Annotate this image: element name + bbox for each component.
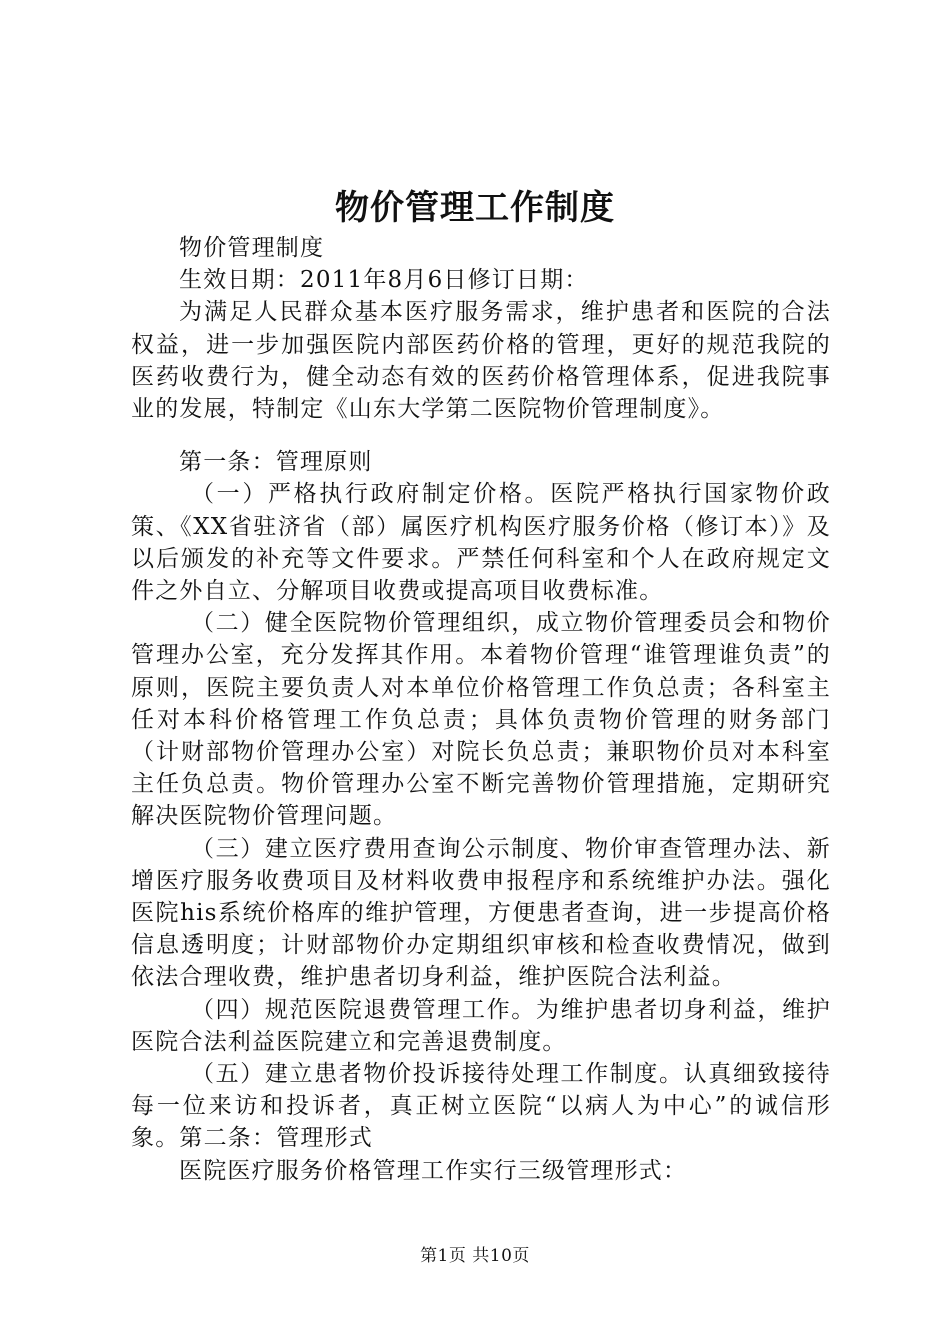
paragraph-clause-1: （一）严格执行政府制定价格。医院严格执行国家物价政策、《XX省驻济省（部）属医疗机构医疗服务价格（修订本）》及以后颁发的补充等文件要求。严禁任何科室和个人在政府规定文件之外自立、分解项目收费或提高项目收费标准。 — [131, 481, 831, 605]
paragraph-article-1-heading: 第一条：管理原则 — [179, 449, 373, 476]
paragraph-clause-2: （二）健全医院物价管理组织，成立物价管理委员会和物价管理办公室，充分发挥其作用。本着物价管理“谁管理谁负责”的原则，医院主要负责人对本单位价格管理工作负总责；各科室主任对本科价格管理工作负总责；具体负责物价管理的财务部门（计财部物价管理办公室）对院长负总责；兼职物价员对本科室主任负总责。物价管理办公室不断完善物价管理措施，定期研究解决医院物价管理问题。 — [131, 610, 831, 830]
document-title: 物价管理工作制度 — [335, 188, 615, 228]
paragraph-preamble: 为满足人民群众基本医疗服务需求，维护患者和医院的合法权益，进一步加强医院内部医药价格的管理，更好的规范我院的医药收费行为，健全动态有效的医药价格管理体系，促进我院事业的发展，特制定《山东大学第二医院物价管理制度》。 — [131, 299, 831, 423]
paragraph-subtitle: 物价管理制度 — [179, 235, 325, 261]
document-body — [131, 232, 831, 1187]
paragraph-effective-date: 生效日期：2011年8月6日修订日期： — [179, 267, 589, 294]
page-number-footer: 第1页 共10页 — [420, 1246, 530, 1266]
paragraph-clause-5: （五）建立患者物价投诉接待处理工作制度。认真细致接待每一位来访和投诉者，真正树立医院“以病人为中心”的诚信形象。第二条：管理形式 — [131, 1061, 831, 1152]
paragraph-clause-3: （三）建立医疗费用查询公示制度、物价审查管理办法、新增医疗服务收费项目及材料收费申报程序和系统维护办法。强化医院his系统价格库的维护管理，方便患者查询，进一步提高价格信息透明度；计财部物价办定期组织审核和检查收费情况，做到依法合理收费，维护患者切身利益，维护医院合法利益。 — [131, 835, 831, 991]
paragraph-clause-4: （四）规范医院退费管理工作。为维护患者切身利益，维护医院合法利益医院建立和完善退费制度。 — [131, 996, 831, 1055]
paragraph-management-form: 医院医疗服务价格管理工作实行三级管理形式： — [179, 1157, 688, 1184]
